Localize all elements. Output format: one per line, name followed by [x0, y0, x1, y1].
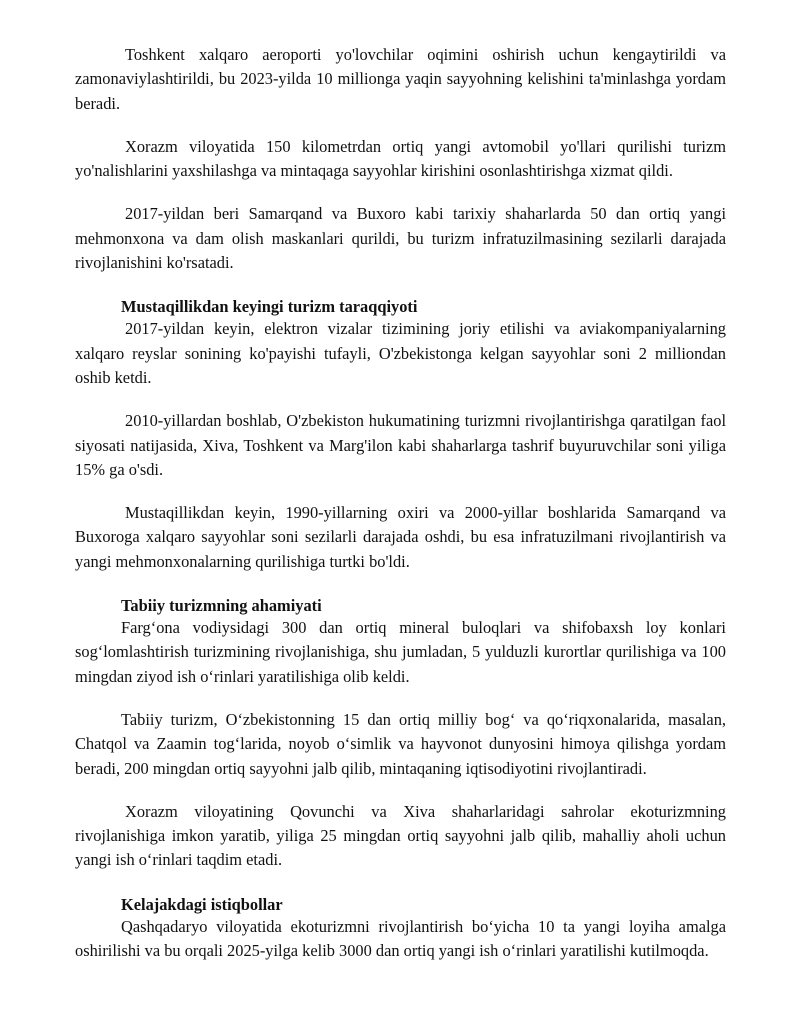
section-post-independence-tourism — [75, 296, 726, 574]
paragraph: Toshkent xalqaro aeroporti yo'lovchilar oqimini oshirish uchun kengaytirildi va zamonaviylashtirildi, bu 2023-yilda 10 millionga yaqin sayyohning kelishini ta'minlashga yordam beradi. — [75, 45, 726, 113]
section-heading: Tabiiy turizmning ahamiyati — [121, 596, 322, 616]
paragraph: Qashqadaryo viloyatida ekoturizmni rivojlantirish bo‘yicha 10 ta yangi loyiha amalga oshirilishi va bu orqali 2025-yilga kelib 3000 dan ortiq yangi ish o‘rinlari yaratilishi kutilmoqda. — [75, 916, 726, 961]
paragraph: Tabiiy turizm, O‘zbekistonning 15 dan ortiq milliy bog‘ va qo‘riqxonalarida, masalan, Chatqol va Zaamin tog‘larida, noyob o‘simlik va hayvonot dunyosini himoya qilishga yordam beradi, 200 mingdan ortiq sayyohni jalb qilib, mintaqaning iqtisodiyotini rivojlantiradi. — [75, 709, 726, 778]
section-heading: Mustaqillikdan keyingi turizm taraqqiyoti — [121, 297, 418, 317]
section-nature-tourism — [75, 595, 726, 873]
paragraph: Xorazm viloyatida 150 kilometrdan ortiq yangi avtomobil yo'llari qurilishi turizm yo'nalishlarini yaxshilashga va mintaqaga sayyohlar kirishini osonlashtirishga xizmat qildi. — [75, 136, 726, 181]
section-heading: Kelajakdagi istiqbollar — [121, 894, 283, 914]
paragraph: 2010-yillardan boshlab, O'zbekiston hukumatining turizmni rivojlantirishga qaratilgan faol siyosati natijasida, Xiva, Toshkent va Marg'ilon kabi shaharlarga tashrif buyuruvchilar soni yiliga 15% ga o'sdi. — [75, 411, 726, 479]
paragraph: 2017-yildan beri Samarqand va Buxoro kabi tarixiy shaharlarda 50 dan ortiq yangi mehmonxona va dam olish maskanlari qurildi, bu turizm infratuzilmasining sezilarli darajada rivojlanishini ko'rsatadi. — [75, 204, 726, 273]
paragraph: Farg‘ona vodiysidagi 300 dan ortiq mineral buloqlari va shifobaxsh loy konlari sog‘lomlashtirish turizmining rivojlanishiga, shu jumladan, 5 yulduzli kurortlar qurilishiga va 100 mingdan ziyod ish o‘rinlari yaratilishiga olib keldi. — [75, 618, 726, 686]
intro-section — [75, 43, 726, 275]
paragraph: Xorazm viloyatining Qovunchi va Xiva shaharlaridagi sahrolar ekoturizmning rivojlanishiga imkon yaratib, yiliga 25 mingdan ortiq sayyohni jalb qilib, mahalliy aholi uchun yangi ish o‘rinlari taqdim etadi. — [75, 801, 726, 870]
paragraph: Mustaqillikdan keyin, 1990-yillarning oxiri va 2000-yillar boshlarida Samarqand va Buxoroga xalqaro sayyohlar soni sezilarli darajada oshdi, bu esa infratuzilmani rivojlantirish va yangi mehmonxonalarning qurilishiga turtki bo'ldi. — [75, 503, 726, 571]
section-future-prospects — [75, 894, 726, 964]
paragraph: 2017-yildan keyin, elektron vizalar tizimining joriy etilishi va aviakompaniyalarning xalqaro reyslar sonining ko'payishi tufayli, O'zbekistonga kelgan sayyohlar soni 2 milliondan oshib ketdi. — [75, 319, 726, 387]
